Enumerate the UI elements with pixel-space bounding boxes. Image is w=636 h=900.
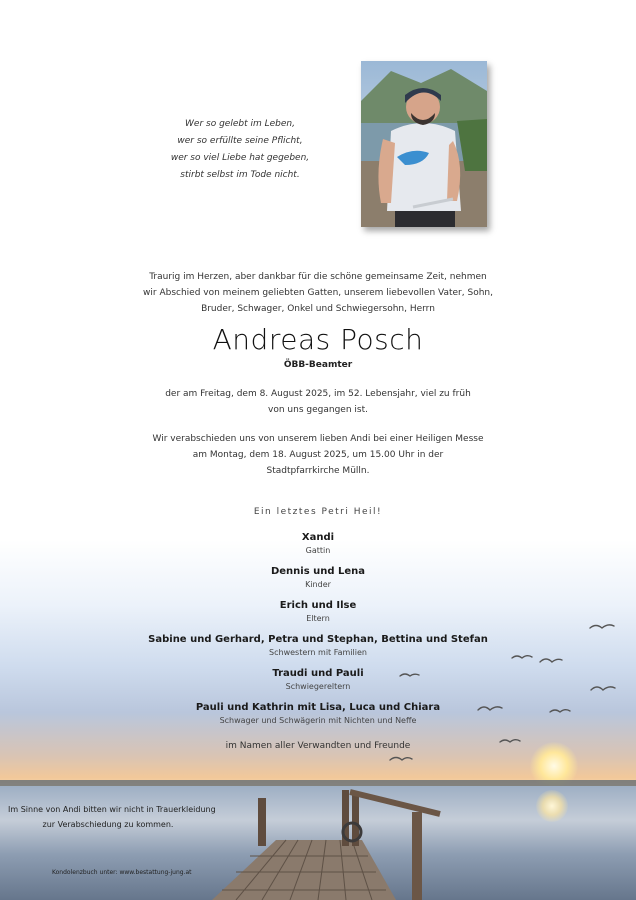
mourner-names: Xandi: [301, 532, 335, 543]
mourner-entry: [68, 531, 568, 565]
mourner-relation: Schwestern mit Familien: [269, 648, 367, 657]
mourner-entry: [68, 701, 568, 735]
mourner-relation: Schwager und Schwägerin mit Nichten und Neffe: [219, 716, 417, 725]
quote-line: stirbt selbst im Tode nicht.: [180, 170, 300, 180]
mourner-names: Pauli und Kathrin mit Lisa, Luca und Chiara: [195, 702, 441, 713]
note-line: zur Verabschiedung zu kommen.: [42, 820, 174, 829]
mourner-names: Traudi und Pauli: [272, 668, 364, 679]
mourner-relation: Kinder: [305, 580, 331, 589]
mourner-relation: Eltern: [306, 614, 330, 623]
mourner-names: Dennis und Lena: [270, 566, 366, 577]
mass-line: Stadtpfarrkirche Mülln.: [266, 466, 370, 476]
mourner-names: Sabine und Gerhard, Petra und Stephan, Bettina und Stefan: [148, 634, 488, 645]
condolence-book-link[interactable]: Kondolenzbuch unter: www.bestattung-jung.at: [52, 869, 192, 876]
farewell-line: Ein letztes Petri Heil!: [253, 507, 383, 517]
quote-line: Wer so gelebt im Leben,: [185, 119, 295, 129]
mourner-entry: [68, 599, 568, 633]
mourners-list: [68, 531, 568, 735]
death-notice: [118, 386, 518, 418]
quote-line: wer so erfüllte seine Pflicht,: [177, 136, 303, 146]
note-line: Im Sinne von Andi bitten wir nicht in Trauerkleidung: [8, 805, 216, 814]
intro-text: [108, 269, 528, 317]
mourner-entry: [68, 633, 568, 667]
mourner-names: Erich und Ilse: [279, 600, 357, 611]
on-behalf-line: im Namen aller Verwandten und Freunde: [225, 741, 411, 751]
mourner-entry: [68, 565, 568, 599]
death-notice-line: der am Freitag, dem 8. August 2025, im 52. Lebensjahr, viel zu früh: [165, 389, 471, 399]
intro-line: wir Abschied von meinem geliebten Gatten, unserem liebevollen Vater, Sohn,: [143, 288, 493, 298]
quote-line: wer so viel Liebe hat gegeben,: [170, 153, 310, 163]
mourner-relation: Schwiegereltern: [285, 682, 351, 691]
mass-line: am Montag, dem 18. August 2025, um 15.00 Uhr in der: [192, 450, 444, 460]
mourner-entry: [68, 667, 568, 701]
mass-announcement: [118, 431, 518, 479]
memorial-quote: [140, 116, 340, 184]
portrait-photo: [361, 61, 487, 227]
intro-line: Bruder, Schwager, Onkel und Schwiegersohn, Herrn: [201, 304, 435, 314]
intro-line: Traurig im Herzen, aber dankbar für die schöne gemeinsame Zeit, nehmen: [149, 272, 487, 282]
death-notice-line: von uns gegangen ist.: [268, 405, 368, 415]
mass-line: Wir verabschieden uns von unserem lieben Andi bei einer Heiligen Messe: [152, 434, 484, 444]
deceased-profession: ÖBB-Beamter: [283, 360, 353, 370]
deceased-name: Andreas Posch: [212, 323, 424, 356]
mourner-relation: Gattin: [305, 546, 331, 555]
dress-code-note: [8, 802, 216, 832]
